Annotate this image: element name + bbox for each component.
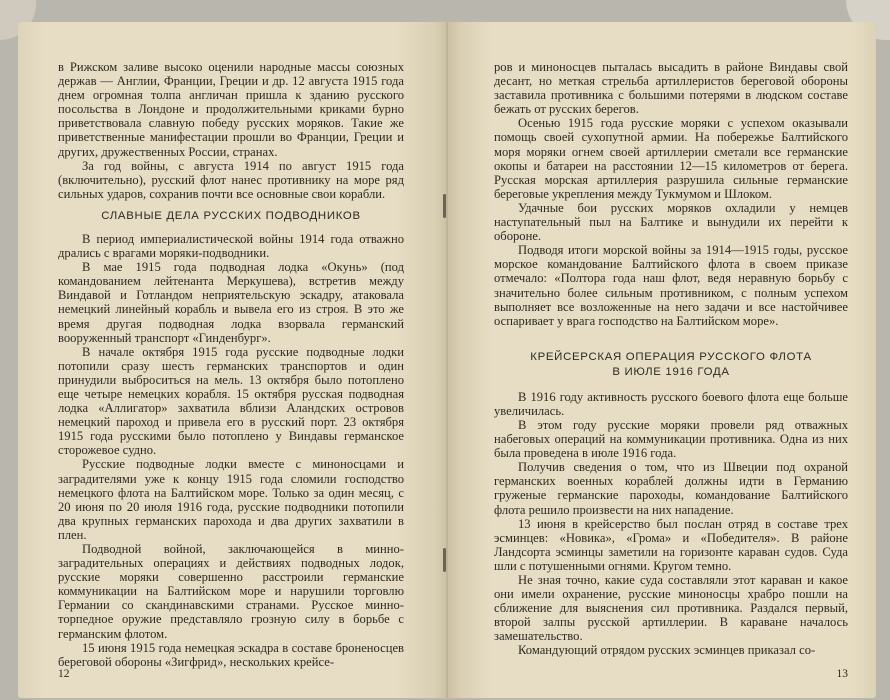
book-spread xyxy=(18,22,876,698)
paragraph: Подводной войной, заключающейся в минно-заградительных операциях и действиях подводных лодок, русские моряки совершенно расстроили германские коммуникации на Балтийском море и нарушили торговлю Германии со скандинавскими странами. Русское минно-торпедное оружие представляло грозную силу в борьбе с германским флотом. xyxy=(58,542,404,641)
section-heading-line: В ИЮЛЕ 1916 ГОДА xyxy=(612,365,730,378)
paragraph: В начале октября 1915 года русские подводные лодки потопили сразу шесть германских транспортов и один принудили выброситься на мель. 13 октября было потоплено еще четыре немецких корабля. 15 октября русская подводная лодка «Аллигатор» захватила вблизи Аландских островов немецкий пароход и привела его в русский порт. 23 октября 1915 года русскими было потоплено у Виндавы германское сторожевое судно. xyxy=(58,344,404,458)
paragraph: ров и миноносцев пыталась высадить в районе Виндавы свой десант, но меткая стрельба артиллеристов береговой обороны заставила противника с большими потерями в людском составе бежать от русских берегов. xyxy=(494,60,848,117)
paragraph: Подводя итоги морской войны за 1914—1915 годы, русское морское командование Балтийского флота в своем приказе отмечало: «Полтора года наш флот, ведя неравную борьбу с значительно более сильным противником, с полным успехом выполняет все возложенные на него задачи и все настойчивее оспаривает у врага господство на Балтийском море». xyxy=(494,243,848,328)
section-heading-line: КРЕЙСЕРСКАЯ ОПЕРАЦИЯ РУССКОГО ФЛОТА xyxy=(530,350,812,363)
section-heading: СЛАВНЫЕ ДЕЛА РУССКИХ ПОДВОДНИКОВ xyxy=(101,209,361,222)
paragraph: Русские подводные лодки вместе с миноносцами и заградителями уже к концу 1915 года сломили господство немецкого флота на Балтийском море. Только за один месяц, с 20 июня по 20 июля 1916 года, русские подводники потопили два крупных германских парохода и два других захватили в плен. xyxy=(58,457,404,542)
left-page xyxy=(18,22,448,698)
page-number: 12 xyxy=(58,668,70,680)
paragraph: Удачные бои русских моряков охладили у немцев наступательный пыл на Балтике и вынудили их перейти к обороне. xyxy=(494,200,848,244)
paragraph: в Рижском заливе высоко оценили народные массы союзных держав — Англии, Франции, Греции и др. 12 августа 1915 года днем огромная толпа англичан пришла к зданию русского посольства в Лондоне и продолжительными криками бурно приветствовала славную победу русских моряков. Такие же приветственные манифестации прошли во Франции, Греции и других, дружественных России, странах. xyxy=(58,60,404,159)
paragraph: 15 июня 1915 года немецкая эскадра в составе броненосцев береговой обороны «Зигфрид», нескольких крейсе- xyxy=(58,640,404,669)
paragraph: В период империалистической войны 1914 года отважно дрались с врагами моряки-подводники. xyxy=(58,231,404,261)
paragraph: В этом году русские моряки провели ряд отважных набеговых операций на коммуникации противника. Одна из них была проведена в июле 1916 года. xyxy=(494,417,848,461)
right-page-text xyxy=(494,60,848,658)
paragraph: Не зная точно, какие суда составляли этот караван и какое они имели охранение, русские миноносцы храбро пошли на сближение для выяснения сил противника. Раздался первый, второй залпы русской артиллерии. В караване началось замешательство. xyxy=(494,573,848,644)
paragraph: Осенью 1915 года русские моряки с успехом оказывали помощь своей сухопутной армии. На побережье Балтийского моря моряки огнем своей артиллерии сметали все германские окопы и батареи на расстоянии 12—15 километров от берега. Русская морская артиллерия разрушила сильные германские береговые укрепления между Тукмумом и Шлоком. xyxy=(494,116,848,201)
paragraph: В 1916 году активность русского боевого флота еще больше увеличилась. xyxy=(494,389,848,418)
page-number: 13 xyxy=(836,668,848,680)
left-page-text xyxy=(58,60,404,669)
paragraph: Командующий отрядом русских эсминцев приказал со- xyxy=(518,643,816,658)
paragraph: 13 июня в крейсерство был послан отряд в составе трех эсминцев: «Новика», «Грома» и «Победителя». В районе Ландсорта эсминцы заметили на горизонте караван судов. Суда шли с потушенными огнями. Кругом темно. xyxy=(494,516,848,573)
paragraph: В мае 1915 года подводная лодка «Окунь» (под командованием лейтенанта Меркушева), встретив между Виндавой и Готландом неприятельскую эскадру, атаковала немецкий линейный корабль и вывела его из строя. В это же время другая подводная лодка взорвала германский вооруженный транспорт «Гинденбург». xyxy=(58,260,404,345)
section-heading xyxy=(494,350,848,380)
right-page xyxy=(448,22,876,698)
paragraph: Получив сведения о том, что из Швеции под охраной германских военных кораблей должны идти в Германию груженые германские пароходы, командование Балтийского флота решило произвести на них нападение. xyxy=(494,460,848,517)
paragraph: За год войны, с августа 1914 по август 1915 года (включительно), русский флот нанес противнику на море ряд сильных ударов, сохранив почти все основные свои корабли. xyxy=(58,158,404,201)
